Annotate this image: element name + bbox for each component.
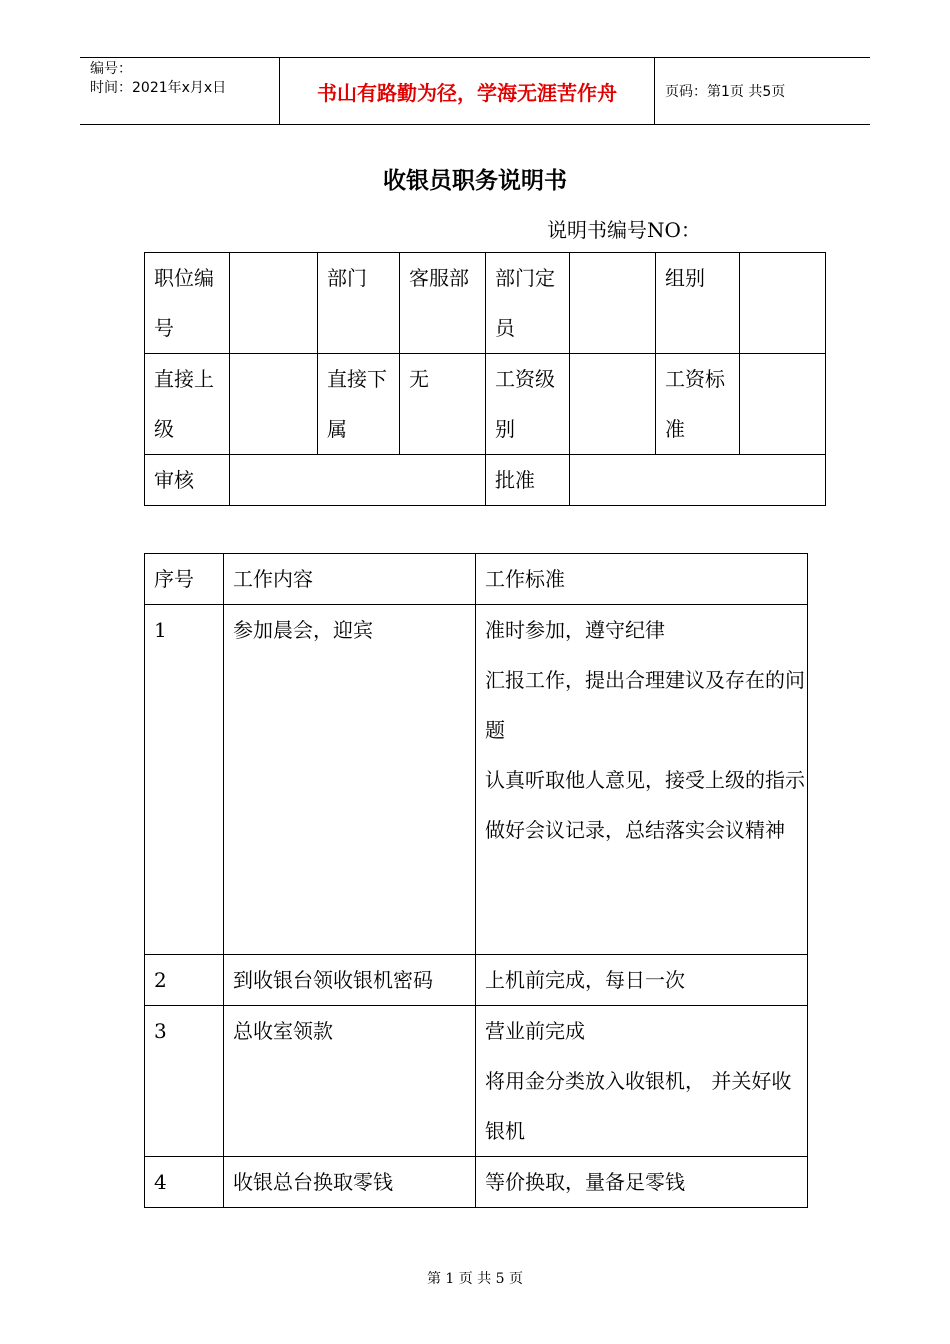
salary-standard-value — [740, 354, 826, 455]
dept-value: 客服部 — [400, 253, 486, 354]
group-label: 组别 — [656, 253, 740, 354]
header-meta — [80, 58, 280, 124]
approve-label: 批准 — [486, 455, 570, 506]
row-standards — [476, 605, 808, 955]
review-value — [230, 455, 486, 506]
subordinate-value: 无 — [400, 354, 486, 455]
col-header-no: 序号 — [145, 554, 224, 605]
row-no: 3 — [145, 1006, 224, 1157]
row-content: 参加晨会，迎宾 — [224, 605, 476, 955]
subordinate-label: 直接下属 — [318, 354, 400, 455]
standard-item: 营业前完成 — [485, 1019, 585, 1043]
document-number-label: 说明书编号NO： — [547, 218, 701, 242]
position-info-table — [144, 252, 826, 506]
review-label: 审核 — [145, 455, 230, 506]
duty-table — [144, 553, 808, 1208]
dept-label: 部门 — [318, 253, 400, 354]
row-standards — [476, 955, 808, 1006]
header-motto: 书山有路勤为径，学海无涯苦作舟 — [280, 58, 655, 124]
position-no-value — [230, 253, 318, 354]
salary-standard-label: 工资标准 — [656, 354, 740, 455]
table-header-row — [145, 554, 808, 605]
standard-item: 做好会议记录，总结落实会议精神 — [485, 818, 785, 842]
standard-item: 汇报工作，提出合理建议及存在的问题 — [485, 668, 805, 742]
row-content: 总收室领款 — [224, 1006, 476, 1157]
row-no: 2 — [145, 955, 224, 1006]
superior-value — [230, 354, 318, 455]
header-page-info: 页码：第1页 共5页 — [665, 84, 786, 100]
standard-item: 将用金分类放入收银机， 并关好收银机 — [485, 1069, 792, 1143]
row-standards — [476, 1006, 808, 1157]
dept-staffing-value — [570, 253, 656, 354]
group-value — [740, 253, 826, 354]
page-footer: 第 1 页 共 5 页 — [426, 1271, 524, 1287]
page-header — [80, 57, 870, 125]
document-title: 收银员职务说明书 — [383, 168, 567, 194]
standard-item: 等价换取，量备足零钱 — [485, 1170, 685, 1194]
standard-item: 上机前完成，每日一次 — [485, 968, 685, 992]
row-standards — [476, 1157, 808, 1208]
code-label: 编号： — [90, 61, 132, 77]
salary-grade-value — [570, 354, 656, 455]
standard-item: 准时参加，遵守纪律 — [485, 618, 665, 642]
date-label: 时间：2021年x月x日 — [90, 80, 227, 96]
salary-grade-label: 工资级别 — [486, 354, 570, 455]
row-content: 到收银台领收银机密码 — [224, 955, 476, 1006]
table-row — [145, 605, 808, 955]
table-row — [145, 1006, 808, 1157]
table-row — [145, 1157, 808, 1208]
superior-label: 直接上级 — [145, 354, 230, 455]
row-no: 4 — [145, 1157, 224, 1208]
row-content: 收银总台换取零钱 — [224, 1157, 476, 1208]
dept-staffing-label: 部门定员 — [486, 253, 570, 354]
standard-item: 认真听取他人意见，接受上级的指示 — [485, 768, 805, 792]
row-no: 1 — [145, 605, 224, 955]
col-header-content: 工作内容 — [224, 554, 476, 605]
table-row — [145, 955, 808, 1006]
col-header-standard: 工作标准 — [476, 554, 808, 605]
position-no-label: 职位编号 — [145, 253, 230, 354]
approve-value — [570, 455, 826, 506]
